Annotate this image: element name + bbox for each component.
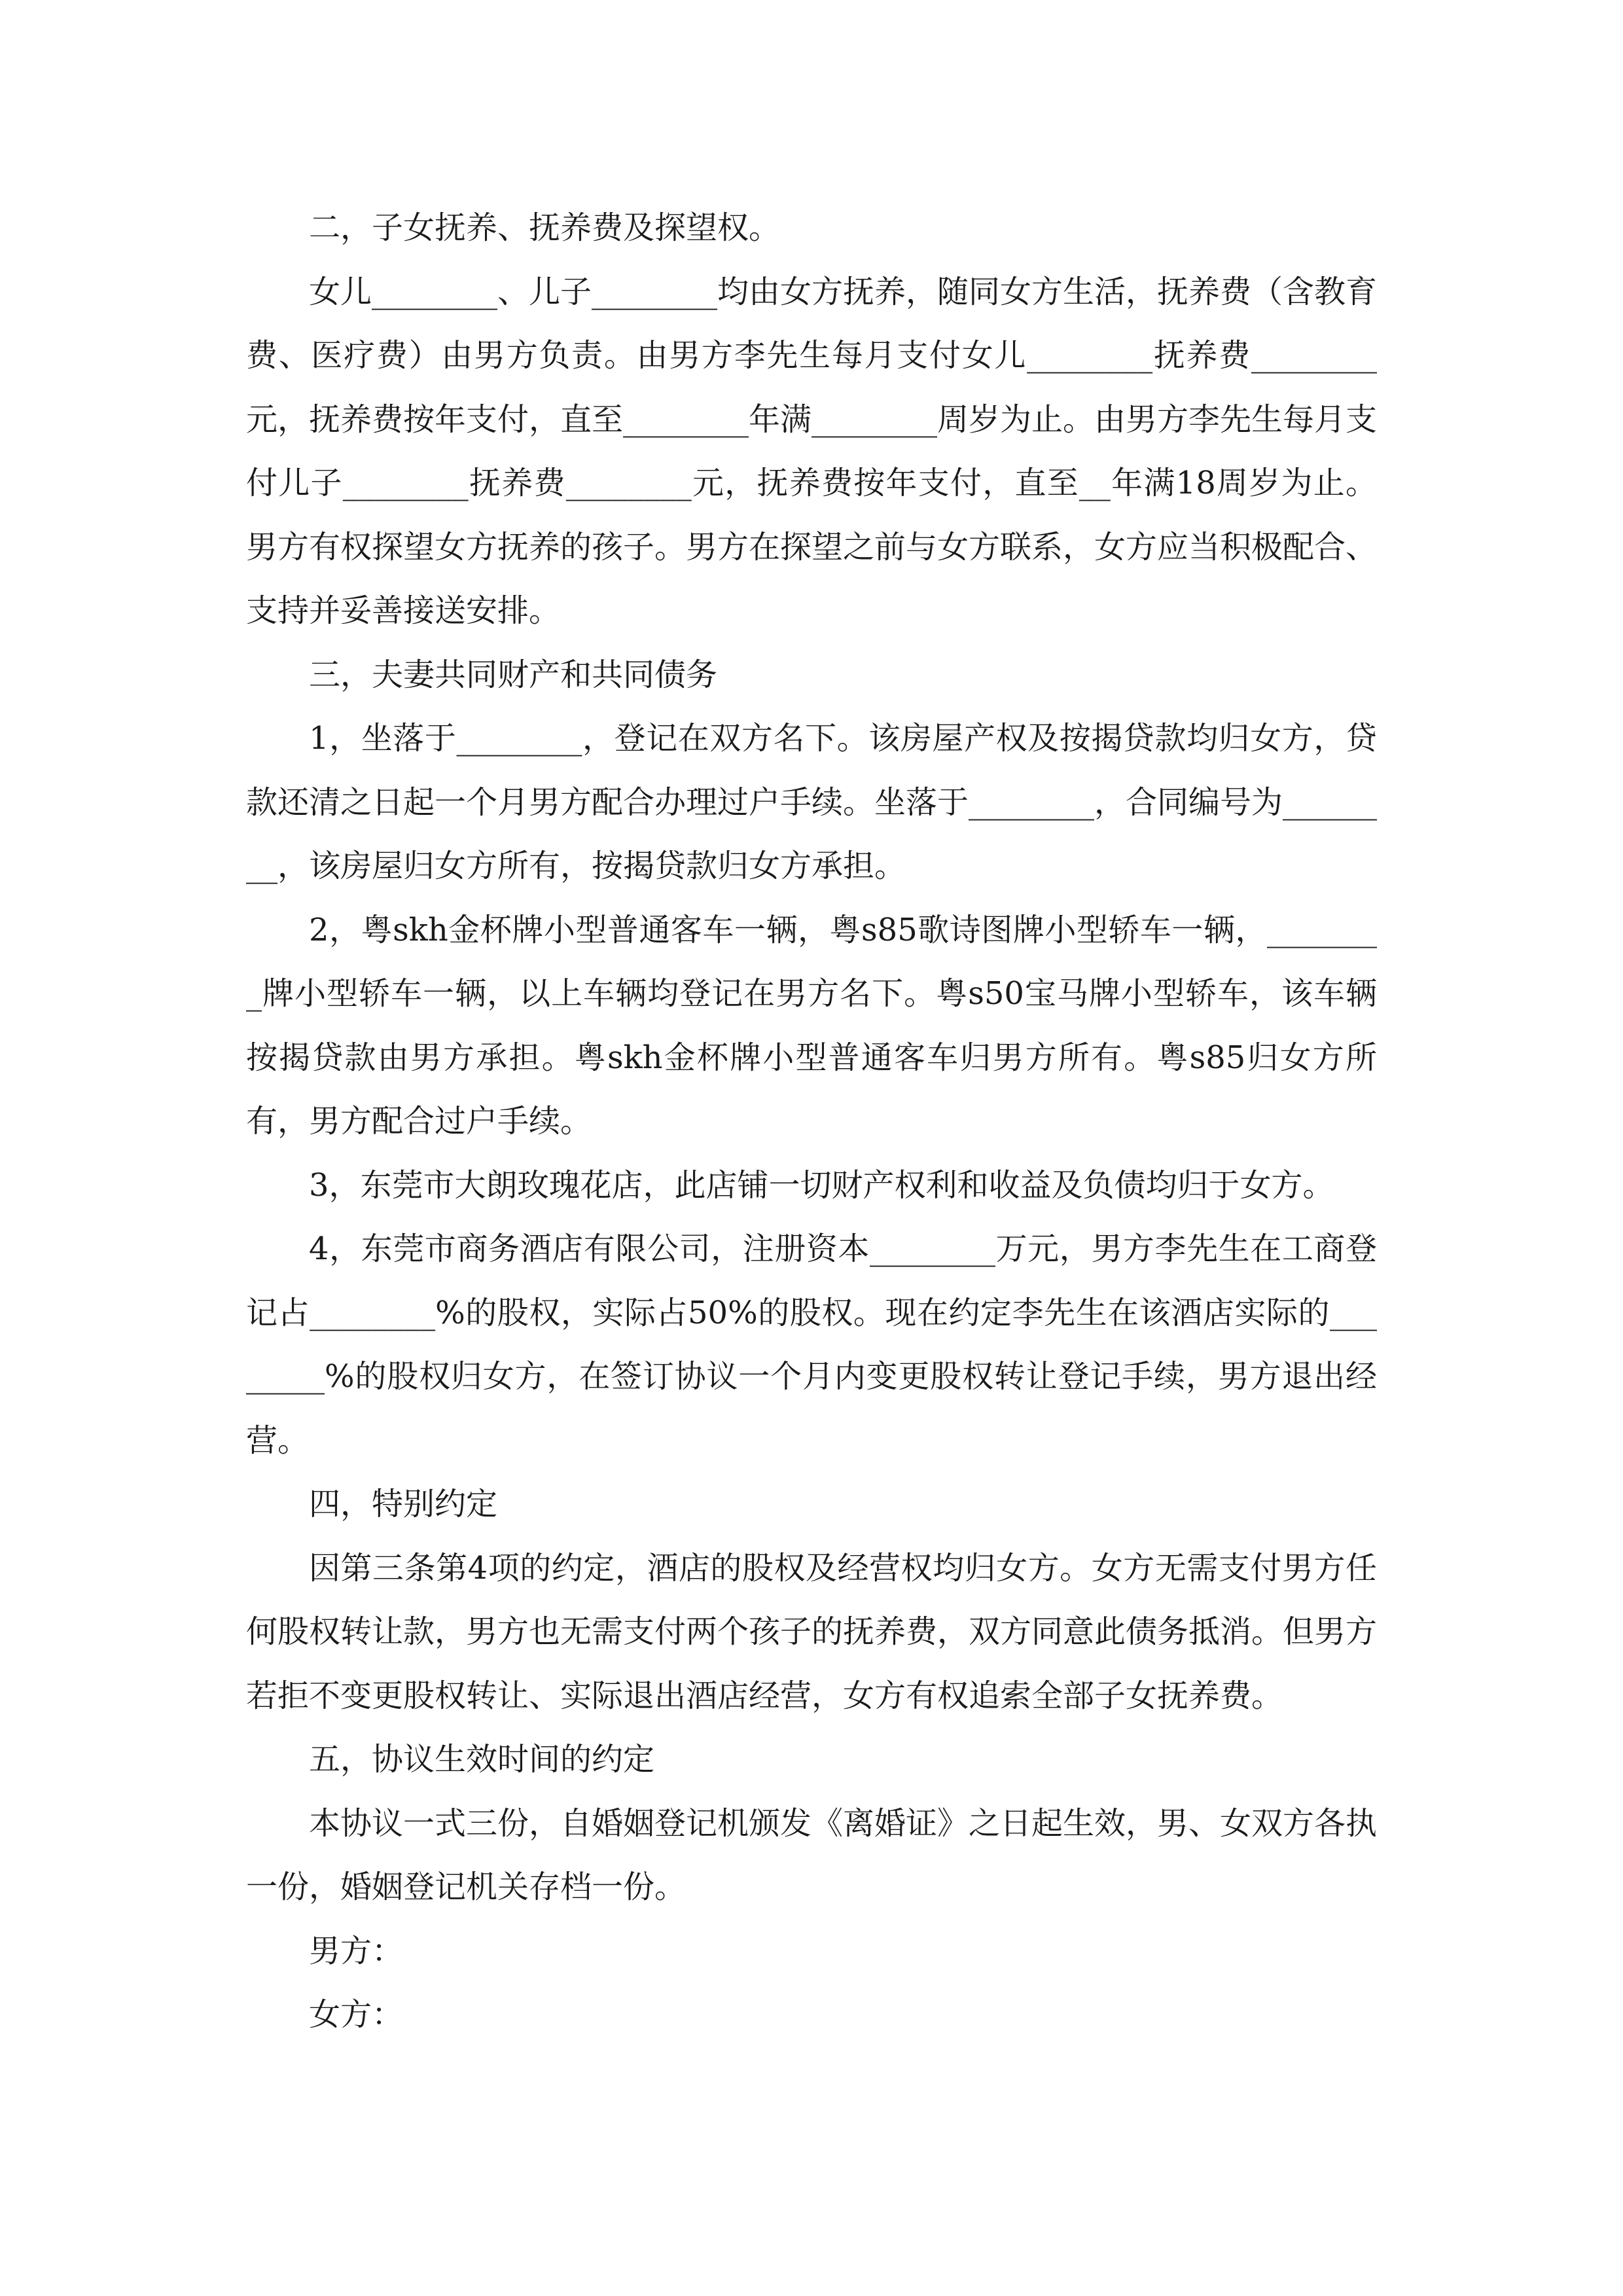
- section-4-paragraph: 因第三条第4项的约定，酒店的股权及经营权均归女方。女方无需支付男方任何股权转让款，男方也无需支付两个孩子的抚养费，双方同意此债务抵消。但男方若拒不变更股权转让、实际退出酒店经营，女方有权追索全部子女抚养费。: [246, 1549, 1378, 1714]
- section-heading-2: 二，子女抚养、抚养费及探望权。: [309, 209, 781, 246]
- section-heading-4: 四，特别约定: [309, 1486, 498, 1522]
- section-3-item-3: 3，东莞市大朗玫瑰花店，此店铺一切财产权利和收益及负债均归于女方。: [309, 1166, 1334, 1204]
- signature-male: 男方：: [309, 1932, 404, 1969]
- section-3-item-2: 2，粤skh金杯牌小型普通客车一辆，粤s85歌诗图牌小型轿车一辆，________牌小型轿车一辆，以上车辆均登记在男方名下。粤s50宝马牌小型轿车，该车辆按揭贷款由男方承担。粤skh金杯牌小型普通客车归男方所有。粤s85归女方所有，男方配合过户手续。: [246, 911, 1377, 1139]
- section-heading-5: 五，协议生效时间的约定: [309, 1741, 655, 1778]
- section-3-item-1: 1，坐落于________，登记在双方名下。该房屋产权及按揭贷款均归女方，贷款还清之日起一个月男方配合办理过户手续。坐落于________，合同编号为________，该房屋归女方所有，按揭贷款归女方承担。: [246, 720, 1378, 884]
- signature-female: 女方：: [309, 1996, 404, 2033]
- section-heading-3: 三，夫妻共同财产和共同债务: [309, 656, 718, 693]
- section-3-item-4: 4，东莞市商务酒店有限公司，注册资本________万元，男方李先生在工商登记占________%的股权，实际占50%的股权。现在约定李先生在该酒店实际的________%的股权归女方，在签订协议一个月内变更股权转让登记手续，男方退出经营。: [246, 1230, 1377, 1459]
- document-body: [246, 196, 1377, 2047]
- section-2-paragraph: 女儿________、儿子________均由女方抚养，随同女方生活，抚养费（含教育费、医疗费）由男方负责。由男方李先生每月支付女儿________抚养费________元，抚养费按年支付，直至________年满________周岁为止。由男方李先生每月支付儿子________抚养费________元，抚养费按年支付，直至__年满18周岁为止。男方有权探望女方抚养的孩子。男方在探望之前与女方联系，女方应当积极配合、支持并妥善接送安排。: [246, 273, 1378, 629]
- section-5-paragraph: 本协议一式三份，自婚姻登记机颁发《离婚证》之日起生效，男、女双方各执一份，婚姻登记机关存档一份。: [246, 1804, 1378, 1905]
